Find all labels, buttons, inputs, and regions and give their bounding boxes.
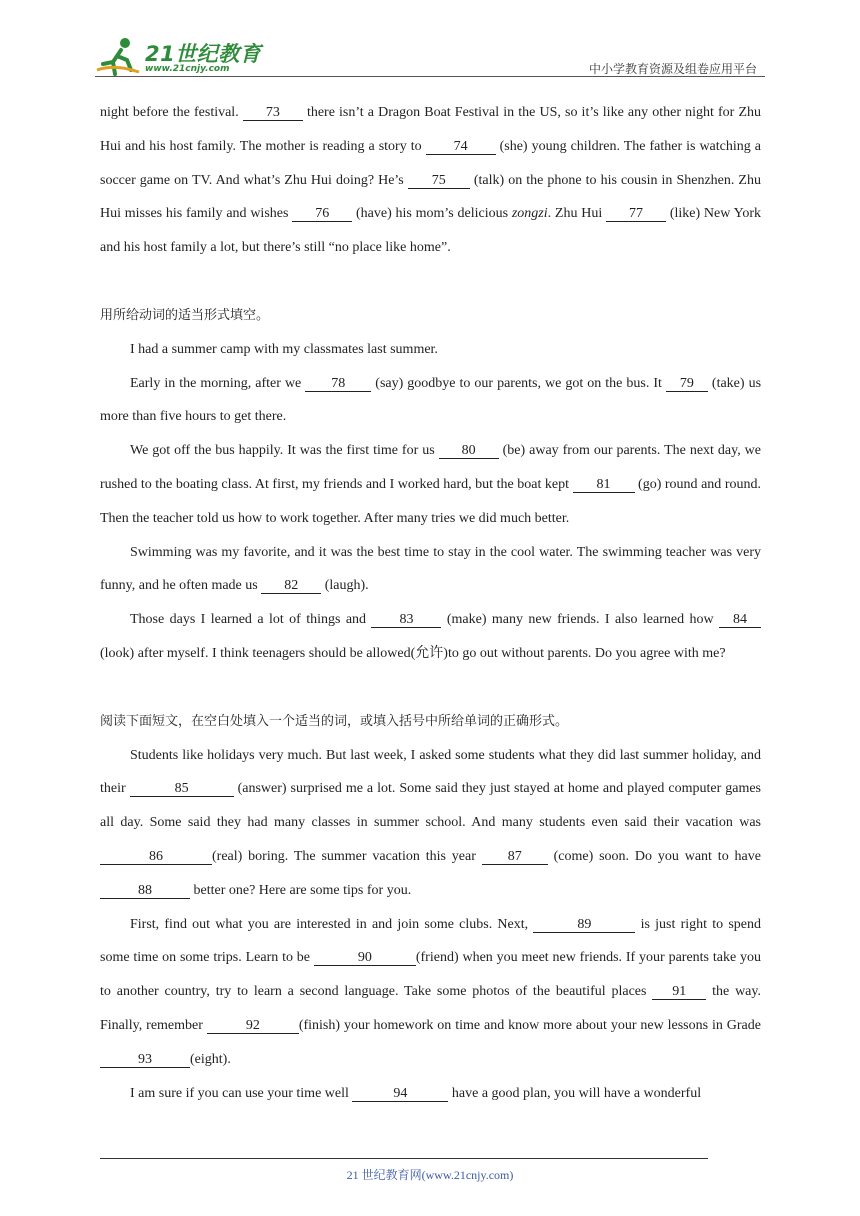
- page-header: [95, 30, 765, 78]
- blank-93[interactable]: 93: [100, 1052, 190, 1068]
- passage2-p1: I had a summer camp with my classmates last summer.: [130, 341, 438, 357]
- passage1-paragraph: night before the festival. 73 there isn’t a Dragon Boat Festival in the US, so it’s like any other night for Zhu Hui and his host family. The mother is reading a story to 74 (she) young children. The father is watching a soccer game on TV. And what’s Zhu Hui doing? He’s 75 (talk) on the phone to his cousin in Shenzhen. Zhu Hui misses his family and wishes 76 (have) his mom’s delicious zongzi. Zhu Hui 77 (like) New York and his host family a lot, but there’s still “no place like home”.: [100, 105, 762, 256]
- runner-logo-icon: [95, 36, 143, 78]
- passage3-p3: I am sure if you can use your time well 94 have a good plan, you will have a wonderful: [130, 1085, 702, 1101]
- blank-79[interactable]: 79: [666, 376, 708, 392]
- blank-84[interactable]: 84: [719, 612, 761, 628]
- blank-83[interactable]: 83: [371, 612, 441, 628]
- blank-90[interactable]: 90: [314, 950, 416, 966]
- blank-82[interactable]: 82: [261, 578, 321, 594]
- passage2-p3: We got off the bus happily. It was the first time for us 80 (be) away from our parents. The next day, we rushed to the boating class. At first, my friends and I worked hard, but the boat kept 81 (go) round and round. Then the teacher told us how to work together. After many tries we did much better.: [100, 443, 762, 526]
- logo-text: 21世纪教育: [145, 42, 262, 66]
- page-footer: 21 世纪教育网(www.21cnjy.com): [346, 1168, 514, 1182]
- blank-86[interactable]: 86: [100, 849, 212, 865]
- blank-91[interactable]: 91: [652, 984, 706, 1000]
- document-body: [100, 96, 761, 1110]
- platform-name: 中小学教育资源及组卷应用平台: [588, 62, 757, 76]
- blank-74[interactable]: 74: [426, 139, 496, 155]
- blank-81[interactable]: 81: [573, 477, 635, 493]
- section-title-2: 用所给动词的适当形式填空。: [100, 307, 270, 323]
- footer-divider: [100, 1158, 708, 1159]
- passage3-p2: First, find out what you are interested in and join some clubs. Next, 89 is just right to spend some time on some trips. Learn to be 90 (friend) when you meet new friends. If your parents take you to another country, try to learn a second language. Take some photos of the beautiful places 91 the way. Finally, remember 92 (finish) your homework on time and know more about your new lessons in Grade 93 (eight).: [100, 916, 761, 1067]
- blank-76[interactable]: 76: [292, 206, 352, 222]
- blank-75[interactable]: 75: [408, 173, 470, 189]
- blank-92[interactable]: 92: [207, 1018, 299, 1034]
- section-title-3: 阅读下面短文，在空白处填入一个适当的词，或填入括号中所给单词的正确形式。: [100, 713, 569, 729]
- blank-73[interactable]: 73: [243, 105, 303, 121]
- blank-87[interactable]: 87: [482, 849, 548, 865]
- passage2-p4: Swimming was my favorite, and it was the best time to stay in the cool water. The swimming teacher was very funny, and he often made us 82 (laugh).: [100, 544, 761, 594]
- blank-89[interactable]: 89: [533, 917, 635, 933]
- header-divider: [95, 76, 765, 77]
- blank-80[interactable]: 80: [439, 443, 499, 459]
- blank-78[interactable]: 78: [305, 376, 371, 392]
- blank-88[interactable]: 88: [100, 883, 190, 899]
- blank-85[interactable]: 85: [130, 781, 234, 797]
- logo: [95, 36, 265, 78]
- passage2-p5: Those days I learned a lot of things and 83 (make) many new friends. I also learned how 84 (look) after myself. I think teenagers should be allowed(允许)to go out without parents. Do you agree with me?: [100, 603, 761, 671]
- passage3-p1: Students like holidays very much. But last week, I asked some students what they did last summer holiday, and their 85 (answer) surprised me a lot. Some said they just stayed at home and played computer games all day. Some said they had many classes in summer school. And many students even said their vacation was 86 (real) boring. The summer vacation this year 87 (come) soon. Do you want to have 88 better one? Here are some tips for you.: [100, 747, 762, 898]
- blank-77[interactable]: 77: [606, 206, 666, 222]
- blank-94[interactable]: 94: [352, 1086, 448, 1102]
- passage2-p2: Early in the morning, after we 78 (say) goodbye to our parents, we got on the bus. It 79 (take) us more than five hours to get there.: [100, 375, 762, 425]
- logo-url: www.21cnjy.com: [145, 64, 230, 74]
